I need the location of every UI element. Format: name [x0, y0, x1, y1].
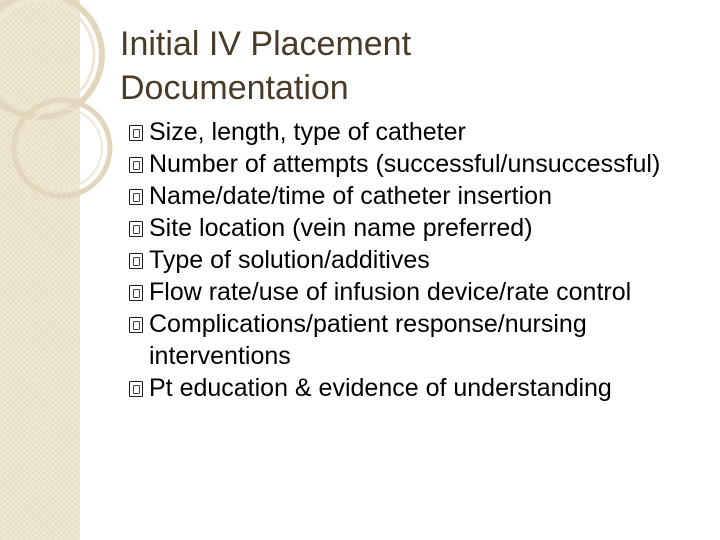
missing-glyph-box-icon: [129, 285, 143, 301]
list-item-text: Site location (vein name preferred): [149, 214, 533, 242]
list-item: [127, 148, 707, 180]
missing-glyph-box-icon: [129, 253, 143, 269]
list-item-text: Complications/patient response/nursing interventions: [149, 310, 587, 370]
missing-glyph-box-icon: [129, 189, 143, 205]
list-item-text: Type of solution/additives: [149, 246, 430, 274]
missing-glyph-box-icon: [129, 317, 143, 333]
missing-glyph-box-icon: [129, 381, 143, 397]
missing-glyph-box-icon: [129, 221, 143, 237]
missing-glyph-box-icon: [129, 125, 143, 141]
list-item-text: Pt education & evidence of understanding: [149, 374, 612, 402]
list-item-text: Number of attempts (successful/unsuccessful): [149, 150, 661, 178]
slide-title: [120, 22, 680, 110]
missing-glyph-box-icon: [129, 157, 143, 173]
list-item: [127, 308, 707, 372]
list-item-text: Name/date/time of catheter insertion: [149, 182, 552, 210]
list-item: [127, 372, 707, 404]
decorative-ring: [0, 1, 94, 109]
list-item-text: Flow rate/use of infusion device/rate control: [149, 278, 632, 306]
list-item-text: Size, length, type of catheter: [149, 118, 466, 146]
list-item: [127, 276, 707, 308]
bullet-list: [127, 116, 707, 404]
slide-title-line: Initial IV Placement: [120, 25, 412, 63]
decorative-ring: [22, 108, 102, 188]
list-item: [127, 244, 707, 276]
list-item: [127, 212, 707, 244]
list-item: [127, 116, 707, 148]
slide-title-line: Documentation: [120, 69, 349, 107]
list-item: [127, 180, 707, 212]
